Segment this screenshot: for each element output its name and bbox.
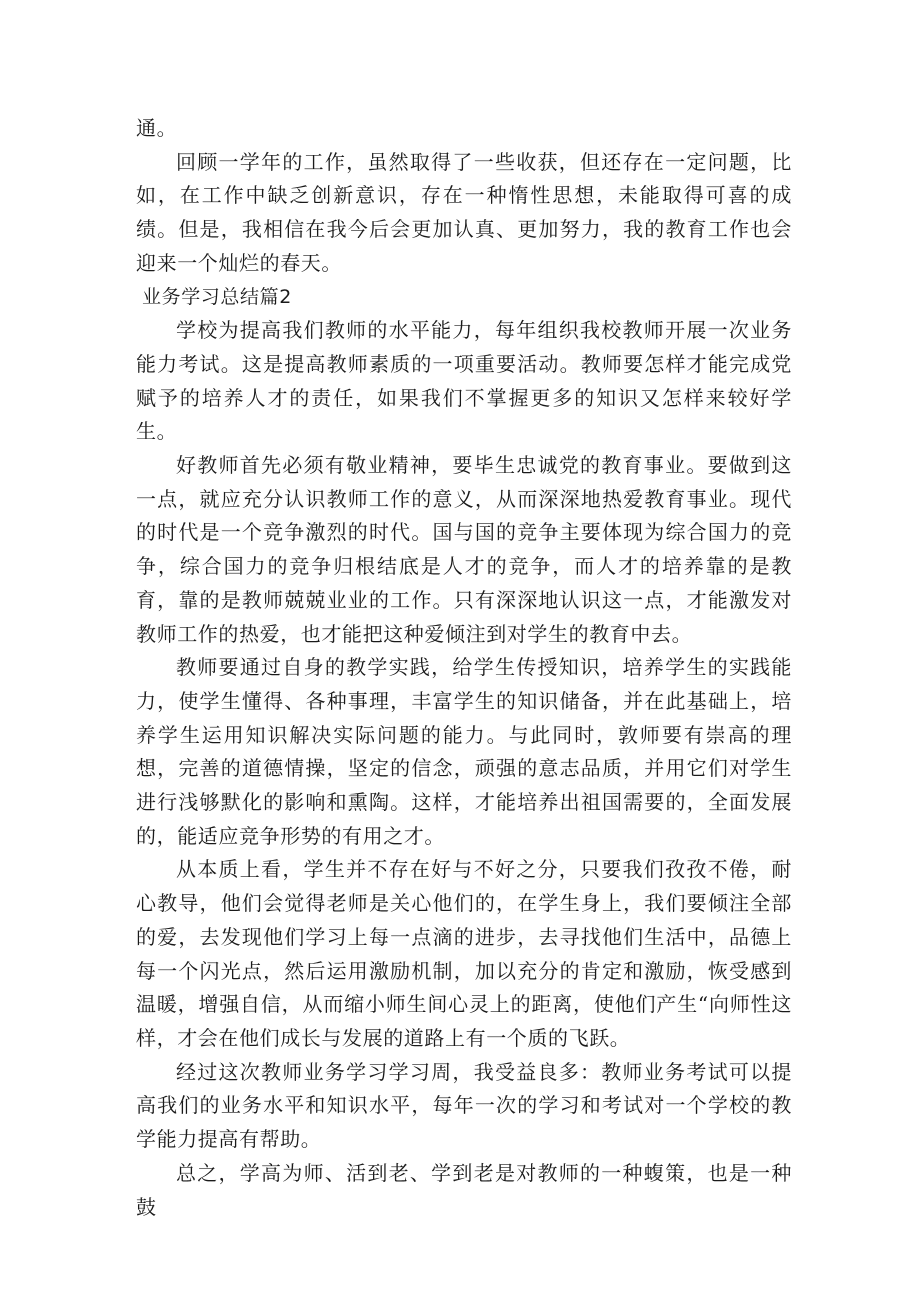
paragraph-students: 从本质上看，学生并不存在好与不好之分，只要我们孜孜不倦，耐心教导，他们会觉得老师是关心他们的，在学生身上，我们要倾注全部的爱，去发现他们学习上每一点滴的进步，去寻找他们生活中，品德上每一个闪光点，然后运用激励机制，加以充分的肯定和激励，恢受感到温暖，增强自信，从而缩小师生间心灵上的距离，使他们产生“向师性这样，才会在他们成长与发展的道路上有一个质的飞跃。 <box>136 857 792 1050</box>
section-heading: 业务学习总结篇2 <box>142 285 292 308</box>
paragraph-continuation: 通。 <box>136 116 178 140</box>
paragraph-study-week: 经过这次教师业务学习学习周，我受益良多：教师业务考试可以提高我们的业务水平和知识水平，每年一次的学习和考试对一个学校的教学能力提高有帮助。 <box>136 1059 792 1152</box>
paragraph-dedication: 好教师首先必须有敬业精神，要毕生忠诚党的教育事业。要做到这一点，就应充分认识教师工作的意义，从而深深地热爱教育事业。现代的时代是一个竞争激烈的时代。国与国的竞争主要体现为综合国力的竞争，综合国力的竞争归根结底是人才的竞争，而人才的培养靠的是教育，靠的是教师兢兢业业的工作。只有深深地认识这一点，才能激发对教师工作的热爱，也才能把这种爱倾注到对学生的教育中去。 <box>136 453 792 646</box>
document-body <box>136 112 792 1224</box>
paragraph-conclusion: 总之，学高为师、活到老、学到老是对教师的一种蝮策，也是一种鼓 <box>136 1160 792 1219</box>
paragraph-practice: 教师要通过自身的教学实践，给学生传授知识，培养学生的实践能力，使学生懂得、各种事理，丰富学生的知识储备，并在此基础上，培养学生运用知识解决实际问题的能力。与此同时，敦师要有崇高的理想，完善的道德情操，坚定的信念，顽强的意志品质，并用它们对学生进行浅够默化的影响和熏陶。这样，才能培养出祖国需要的，全面发展的，能适应竞争形势的有用之才。 <box>136 655 792 848</box>
paragraph-exam: 学校为提高我们教师的水平能力，每年组织我校教师开展一次业务能力考试。这是提高教师素质的一项重要活动。教师要怎样才能完成党赋予的培养人才的责任，如果我们不掌握更多的知识又怎样来较好学生。 <box>136 318 792 444</box>
paragraph-review: 回顾一学年的工作，虽然取得了一些收获，但还存在一定问题，比如，在工作中缺乏创新意识，存在一种惰性思想，未能取得可喜的成绩。但是，我相信在我今后会更加认真、更加努力，我的教育工作也会迎来一个灿烂的春天。 <box>136 149 792 275</box>
